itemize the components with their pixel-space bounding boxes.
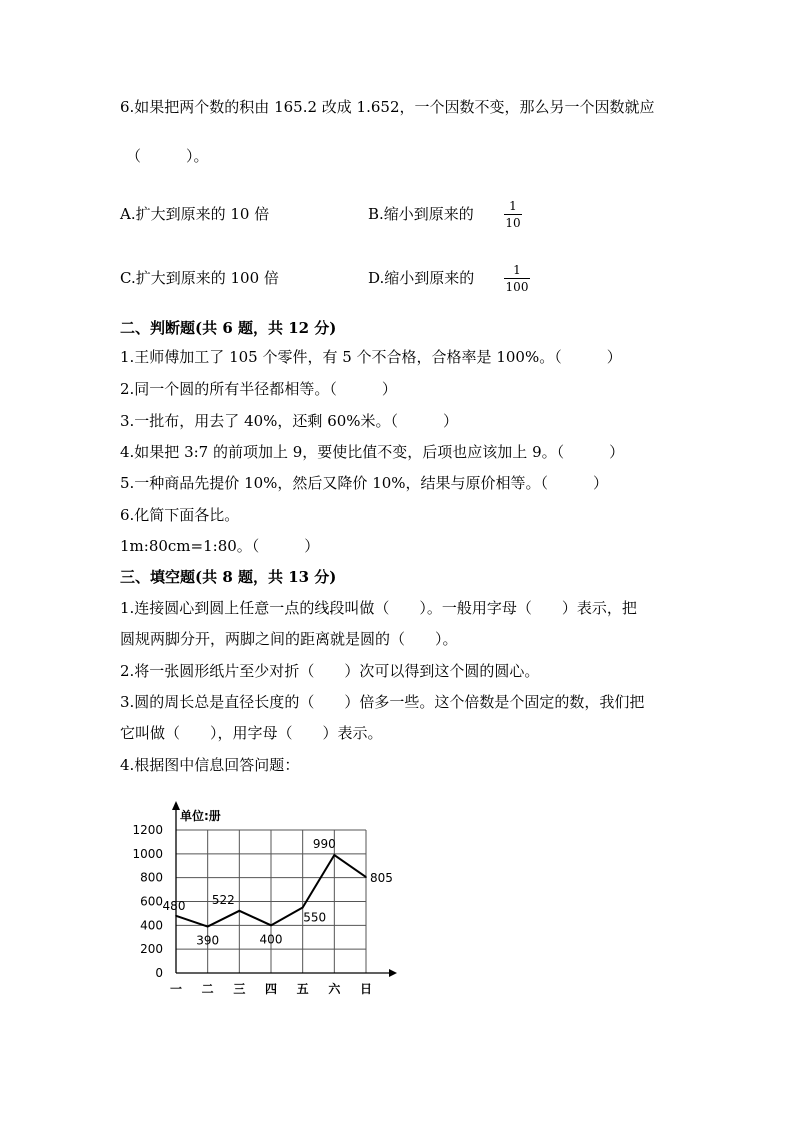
data-point — [302, 907, 304, 909]
judge-item-6: 6.化简下面各比。 — [120, 506, 240, 524]
section3-title: 三、填空题(共 8 题，共 13 分) — [120, 568, 337, 586]
x-tick-label: 四 — [264, 982, 278, 996]
y-axis-arrow — [172, 801, 180, 810]
judge-item-1: 1.王师傅加工了 105 个零件，有 5 个不合格，合格率是 100%。（ ） — [120, 348, 622, 366]
fill-item-3-line1: 3.圆的周长总是直径长度的（ ）倍多一些。这个倍数是个固定的数，我们把 — [120, 693, 645, 711]
y-tick-label: 200 — [140, 942, 163, 957]
fraction-numerator: 1 — [513, 263, 521, 277]
data-label: 990 — [312, 837, 336, 852]
fill-item-1-line1: 1.连接圆心到圆上任意一点的线段叫做（ ）。一般用字母（ ）表示，把 — [120, 599, 637, 617]
fill-item-1-line2: 圆规两脚分开，两脚之间的距离就是圆的（ ）。 — [120, 630, 458, 648]
judge-item-4: 4.如果把 3:7 的前项加上 9，要使比值不变，后项也应该加上 9。（ ） — [120, 443, 625, 461]
x-tick-label: 日 — [359, 982, 373, 996]
y-tick-label: 1000 — [132, 846, 163, 861]
y-tick-label: 0 — [155, 966, 163, 980]
data-point — [207, 926, 209, 928]
x-tick-label: 二 — [201, 982, 214, 996]
fill-item-2: 2.将一张圆形纸片至少对折（ ）次可以得到这个圆的圆心。 — [120, 662, 540, 680]
fill-item-3-line2: 它叫做（ ），用字母（ ）表示。 — [120, 724, 383, 742]
x-axis-arrow — [389, 969, 397, 977]
q6-option-c: C.扩大到原来的 100 倍 — [120, 269, 279, 287]
judge-item-6-ratio: 1m:80cm=1:80。（ ） — [120, 537, 320, 555]
q6-blank: （ ）。 — [126, 147, 209, 165]
x-tick-label: 三 — [233, 982, 246, 996]
fraction-denominator: 100 — [505, 280, 529, 294]
y-axis-unit-label: 单位:册 — [180, 809, 221, 823]
y-tick-label: 1200 — [132, 823, 163, 837]
data-label: 400 — [259, 932, 283, 947]
q6-option-b: B.缩小到原来的 — [368, 205, 474, 223]
q6-option-a: A.扩大到原来的 10 倍 — [120, 205, 270, 223]
fill-item-4: 4.根据图中信息回答问题： — [120, 756, 300, 774]
x-tick-label: 五 — [296, 982, 309, 996]
data-label: 390 — [196, 933, 220, 948]
y-tick-label: 800 — [140, 870, 163, 885]
data-label: 480 — [162, 898, 186, 913]
judge-item-2: 2.同一个圆的所有半径都相等。（ ） — [120, 380, 397, 398]
x-tick-label: 一 — [169, 982, 183, 996]
y-tick-label: 400 — [140, 918, 163, 933]
data-point — [270, 925, 272, 927]
data-point — [365, 876, 367, 878]
y-tick-label: 600 — [140, 894, 163, 909]
data-label: 805 — [370, 871, 393, 886]
fraction-denominator: 10 — [505, 216, 521, 230]
judge-item-3: 3.一批布，用去了 40%，还剩 60%米。（ ） — [120, 412, 459, 430]
q6-stem: 6.如果把两个数的积由 165.2 改成 1.652，一个因数不变，那么另一个因数就应 — [120, 98, 655, 116]
q6-option-d: D.缩小到原来的 — [368, 269, 475, 287]
data-label: 550 — [303, 910, 327, 925]
data-point — [175, 915, 177, 917]
fraction-numerator: 1 — [509, 199, 517, 213]
x-tick-label: 六 — [328, 982, 341, 996]
judge-item-5: 5.一种商品先提价 10%，然后又降价 10%，结果与原价相等。（ ） — [120, 474, 609, 492]
section2-title: 二、判断题(共 6 题，共 12 分) — [120, 319, 337, 337]
data-point — [239, 910, 241, 912]
data-label: 522 — [211, 892, 235, 907]
data-point — [334, 854, 336, 856]
